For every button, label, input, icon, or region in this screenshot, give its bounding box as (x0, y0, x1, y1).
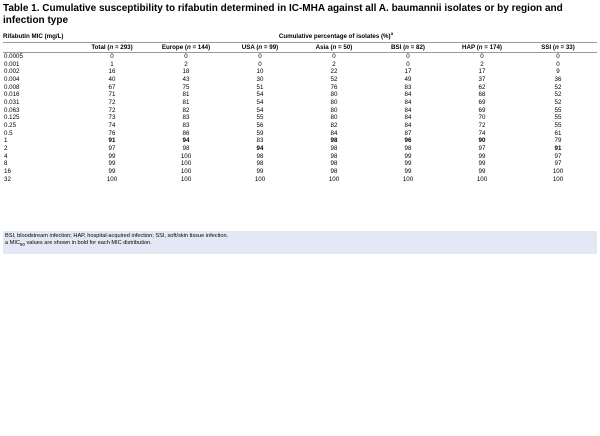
table-cell: 30 (256, 75, 264, 83)
table-cell: 99 (404, 152, 412, 160)
table-cell: 99 (404, 168, 412, 176)
table-cell: 80 (330, 106, 338, 114)
table-cell: 98 (330, 145, 338, 153)
table-footnotes (3, 231, 597, 254)
table-cell: 98 (256, 160, 264, 168)
column-header-ssi: SSI (n = 33) (519, 43, 597, 53)
table-cell: 43 (182, 75, 190, 83)
table-cell: 97 (554, 160, 562, 168)
table-cell: 1 (110, 60, 114, 68)
table-cell: 83 (404, 83, 412, 91)
table-title: Table 1. Cumulative susceptibility to rifabutin determined in IC-MHA against all A. baumannii isolates or by region and infection type (3, 3, 563, 26)
mic-value: 1 (4, 137, 8, 145)
column-header-total: Total (n = 293) (75, 43, 149, 53)
table-cell: 90 (478, 137, 486, 145)
table-cell: 0 (332, 53, 336, 60)
table-cell: 55 (554, 114, 562, 122)
table-cell: 36 (554, 75, 562, 83)
table-cell: 16 (108, 68, 116, 76)
mic-value: 16 (4, 168, 11, 176)
table-cell: 55 (554, 122, 562, 130)
table-body (3, 53, 597, 184)
table-cell: 18 (182, 68, 190, 76)
table-row (3, 99, 597, 107)
table-cell: 22 (330, 68, 338, 76)
table-cell: 100 (402, 175, 414, 183)
table-cell: 94 (256, 145, 264, 153)
cumulative-percentage-header: Cumulative percentage of isolates (%)$^a$ (75, 31, 597, 43)
table-cell: 84 (404, 106, 412, 114)
table-row (3, 68, 597, 76)
table-cell: 86 (182, 129, 190, 137)
table-cell: 80 (330, 91, 338, 99)
table-cell: 75 (182, 83, 190, 91)
table-cell: 54 (256, 106, 264, 114)
table-cell: 84 (404, 91, 412, 99)
mic-value: 0.016 (4, 91, 20, 99)
table-row (3, 53, 597, 61)
table-row (3, 168, 597, 176)
abbreviations-footnote: BSI, bloodstream infection; HAP, hospital-acquired infection; SSI, soft/skin tissue infection. (5, 233, 229, 239)
table-cell: 73 (108, 114, 116, 122)
table-cell: 0 (556, 60, 560, 68)
table-cell: 100 (180, 168, 192, 176)
table-cell: 54 (256, 98, 264, 106)
table-cell: 100 (180, 175, 192, 183)
table-cell: 2 (480, 60, 484, 68)
mic90-footnote: a $MIC_{90}$ values are shown in bold for each MIC distribution. (5, 240, 152, 248)
table-cell: 74 (478, 129, 486, 137)
table-cell: 74 (108, 122, 116, 130)
table-row (3, 176, 597, 184)
table-cell: 70 (478, 114, 486, 122)
table-cell: 76 (330, 83, 338, 91)
table-cell: 80 (330, 98, 338, 106)
table-cell: 69 (478, 98, 486, 106)
table-row (3, 160, 597, 168)
table-row (3, 114, 597, 122)
table-cell: 52 (330, 75, 338, 83)
table-cell: 0 (406, 60, 410, 68)
mic-value: 8 (4, 160, 8, 168)
table-cell: 97 (478, 145, 486, 153)
table-row (3, 137, 597, 145)
table-cell: 81 (182, 98, 190, 106)
table-cell: 97 (554, 152, 562, 160)
table-cell: 67 (108, 83, 116, 91)
column-header-usa: USA (n = 99) (223, 43, 297, 53)
table-cell: 40 (108, 75, 116, 83)
table-cell: 80 (330, 114, 338, 122)
mic-value: 0.001 (4, 60, 20, 68)
table-cell: 62 (478, 83, 486, 91)
mic-value: 0.063 (4, 106, 20, 114)
table-cell: 84 (404, 122, 412, 130)
table-cell: 55 (256, 114, 264, 122)
table-cell: 72 (108, 98, 116, 106)
table-cell: 76 (108, 129, 116, 137)
table-cell: 0 (480, 53, 484, 60)
table-cell: 96 (404, 137, 412, 145)
table-cell: 81 (182, 91, 190, 99)
mic-value: 0.5 (4, 129, 13, 137)
table-cell: 94 (182, 137, 190, 145)
table-cell: 83 (256, 137, 264, 145)
table-cell: 84 (404, 114, 412, 122)
table-cell: 100 (328, 175, 340, 183)
mic-value: 0.004 (4, 75, 20, 83)
mic-value: 0.0005 (4, 53, 23, 60)
table-row (3, 76, 597, 84)
table-row (3, 130, 597, 138)
table-cell: 17 (478, 68, 486, 76)
table-cell: 99 (108, 160, 116, 168)
table-cell: 54 (256, 91, 264, 99)
table-cell: 98 (330, 168, 338, 176)
table-cell: 72 (478, 122, 486, 130)
table-cell: 84 (404, 98, 412, 106)
table-cell: 99 (108, 152, 116, 160)
table-cell: 99 (478, 152, 486, 160)
table-cell: 61 (554, 129, 562, 137)
table-cell: 52 (554, 98, 562, 106)
table-cell: 82 (330, 122, 338, 130)
mic-value: 32 (4, 175, 11, 183)
table-cell: 0 (556, 53, 560, 60)
table-cell: 52 (554, 91, 562, 99)
susceptibility-table (3, 31, 597, 183)
table-cell: 98 (256, 152, 264, 160)
mic-value: 0.008 (4, 83, 20, 91)
table-cell: 52 (554, 83, 562, 91)
table-row (3, 91, 597, 99)
table-cell: 56 (256, 122, 264, 130)
table-cell: 97 (108, 145, 116, 153)
table-cell: 37 (478, 75, 486, 83)
table-cell: 55 (554, 106, 562, 114)
table-cell: 0 (406, 53, 410, 60)
table-cell: 0 (110, 53, 114, 60)
table-cell: 91 (554, 145, 562, 153)
table-cell: 9 (556, 68, 560, 76)
table-cell: 91 (108, 137, 116, 145)
mic-value: 0.25 (4, 122, 17, 130)
table-cell: 17 (404, 68, 412, 76)
table-cell: 0 (184, 53, 188, 60)
column-header-hap: HAP (n = 174) (445, 43, 519, 53)
mic-value: 0.031 (4, 98, 20, 106)
table-cell: 72 (108, 106, 116, 114)
table-cell: 98 (404, 145, 412, 153)
table-cell: 0 (258, 53, 262, 60)
table-cell: 10 (256, 68, 264, 76)
table-cell: 69 (478, 106, 486, 114)
table-cell: 83 (182, 114, 190, 122)
table-cell: 84 (330, 129, 338, 137)
mic-header-spacer (3, 43, 75, 53)
table-cell: 98 (330, 160, 338, 168)
table-row (3, 107, 597, 115)
column-header-row (3, 43, 597, 53)
table-cell: 100 (552, 175, 564, 183)
column-header-europe: Europe (n = 144) (149, 43, 223, 53)
table-row (3, 60, 597, 68)
table-cell: 98 (182, 145, 190, 153)
mic-value: 4 (4, 152, 8, 160)
table-row (3, 122, 597, 130)
table-cell: 49 (404, 75, 412, 83)
table-cell: 98 (330, 137, 338, 145)
table-cell: 99 (256, 168, 264, 176)
table-cell: 100 (254, 175, 266, 183)
table-cell: 99 (404, 160, 412, 168)
table-row (3, 83, 597, 91)
table-row (3, 153, 597, 161)
mic-value: 2 (4, 145, 8, 153)
table-cell: 59 (256, 129, 264, 137)
column-header-bsi: BSI (n = 82) (371, 43, 445, 53)
table-cell: 98 (330, 152, 338, 160)
mic-column-header: Rifabutin MIC (mg/L) (3, 31, 75, 43)
table-cell: 51 (256, 83, 264, 91)
table-cell: 68 (478, 91, 486, 99)
mic-value: 0.002 (4, 68, 20, 76)
table-cell: 82 (182, 106, 190, 114)
table-cell: 83 (182, 122, 190, 130)
table-cell: 100 (106, 175, 118, 183)
table-cell: 100 (476, 175, 488, 183)
table-cell: 2 (184, 60, 188, 68)
table-cell: 79 (554, 137, 562, 145)
table-row (3, 145, 597, 153)
table-cell: 100 (180, 160, 192, 168)
table-cell: 99 (478, 168, 486, 176)
table-cell: 100 (552, 168, 564, 176)
table-cell: 71 (108, 91, 116, 99)
table-cell: 87 (404, 129, 412, 137)
table-cell: 0 (258, 60, 262, 68)
table-cell: 99 (108, 168, 116, 176)
table-cell: 99 (478, 160, 486, 168)
table-cell: 2 (332, 60, 336, 68)
table-cell: 100 (180, 152, 192, 160)
column-header-asia: Asia (n = 50) (297, 43, 371, 53)
mic-value: 0.125 (4, 114, 20, 122)
